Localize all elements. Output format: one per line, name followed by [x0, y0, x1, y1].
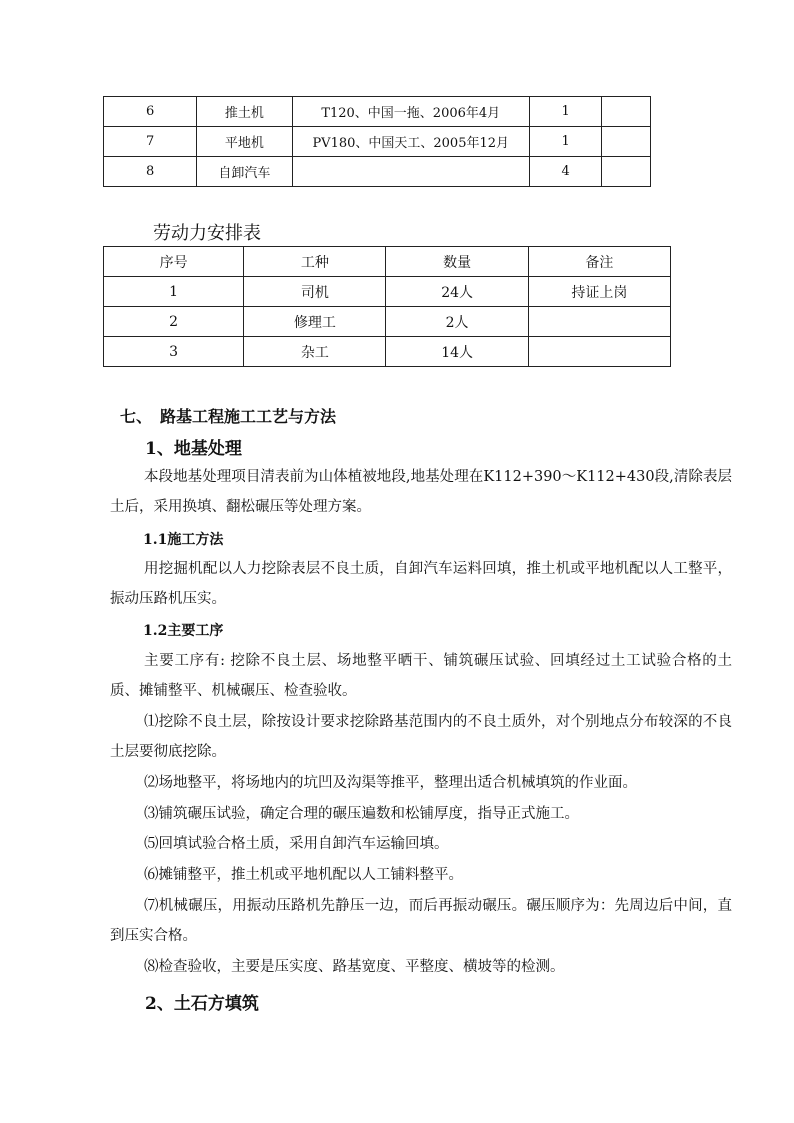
equip-qty: 1 [529, 97, 601, 127]
subsection-1-2-heading: 1.2主要工序 [143, 623, 224, 639]
process-paragraph: 主要工序有: 挖除不良土层、场地整平晒干、铺筑碾压试验、回填经过土工试验合格的土质、摊铺整平、机械碾压、检查验收。 [110, 653, 732, 699]
labor-no: 2 [104, 307, 244, 337]
table-row [104, 337, 671, 367]
table-row [104, 307, 671, 337]
equip-spec [292, 157, 529, 187]
labor-type: 杂工 [244, 337, 386, 367]
table-row [104, 97, 651, 127]
labor-count: 2人 [386, 307, 528, 337]
equip-note [602, 157, 651, 187]
step-item: ⑶铺筑碾压试验，确定合理的碾压遍数和松铺厚度，指导正式施工。 [144, 806, 579, 822]
section-7-heading: 七、 路基工程施工工艺与方法 [120, 407, 337, 426]
equip-no: 8 [104, 157, 197, 187]
equip-name: 推土机 [197, 97, 292, 127]
table-header-row [104, 247, 671, 277]
labor-count: 24人 [386, 277, 528, 307]
table-row [104, 277, 671, 307]
equip-note [602, 97, 651, 127]
labor-type: 司机 [244, 277, 386, 307]
equip-note [602, 127, 651, 157]
equip-name: 平地机 [197, 127, 292, 157]
step-item: ⑴挖除不良土层，除按设计要求挖除路基范围内的不良土质外，对个别地点分布较深的不良土层要彻底挖除。 [110, 714, 732, 760]
equip-qty: 1 [529, 127, 601, 157]
equipment-table [103, 96, 651, 187]
equip-spec: PV180、中国天工、2005年12月 [292, 127, 529, 157]
labor-table [103, 246, 671, 367]
step-item: ⑺机械碾压，用振动压路机先静压一边，而后再振动碾压。碾压顺序为：先周边后中间，直到压实合格。 [110, 898, 732, 944]
labor-table-title: 劳动力安排表 [153, 223, 261, 244]
labor-note [528, 307, 670, 337]
subsection-1-1-heading: 1.1施工方法 [143, 532, 224, 548]
table-row [104, 157, 651, 187]
table-row [104, 127, 651, 157]
labor-no: 1 [104, 277, 244, 307]
labor-count: 14人 [386, 337, 528, 367]
column-header: 备注 [528, 247, 670, 277]
column-header: 工种 [244, 247, 386, 277]
labor-type: 修理工 [244, 307, 386, 337]
equip-qty: 4 [529, 157, 601, 187]
equip-spec: T120、中国一拖、2006年4月 [292, 97, 529, 127]
intro-paragraph: 本段地基处理项目清表前为山体植被地段,地基处理在K112+390～K112+430段,清除表层土后，采用换填、翻松碾压等处理方案。 [110, 469, 732, 515]
equip-no: 7 [104, 127, 197, 157]
step-item: ⑻检查验收，主要是压实度、路基宽度、平整度、横坡等的检测。 [144, 959, 565, 975]
step-item: ⑸回填试验合格土质，采用自卸汽车运输回填。 [144, 836, 449, 852]
step-item: ⑹摊铺整平，推土机或平地机配以人工铺料整平。 [144, 867, 463, 883]
labor-note: 持证上岗 [528, 277, 670, 307]
column-header: 数量 [386, 247, 528, 277]
subsection-2-heading: 2、土石方填筑 [145, 994, 259, 1014]
labor-no: 3 [104, 337, 244, 367]
subsection-1-heading: 1、地基处理 [145, 439, 242, 459]
step-item: ⑵场地整平，将场地内的坑凹及沟渠等推平，整理出适合机械填筑的作业面。 [144, 775, 637, 791]
labor-note [528, 337, 670, 367]
equip-no: 6 [104, 97, 197, 127]
method-paragraph: 用挖掘机配以人力挖除表层不良土质，自卸汽车运料回填，推土机或平地机配以人工整平，振动压路机压实。 [110, 561, 732, 607]
column-header: 序号 [104, 247, 244, 277]
equip-name: 自卸汽车 [197, 157, 292, 187]
